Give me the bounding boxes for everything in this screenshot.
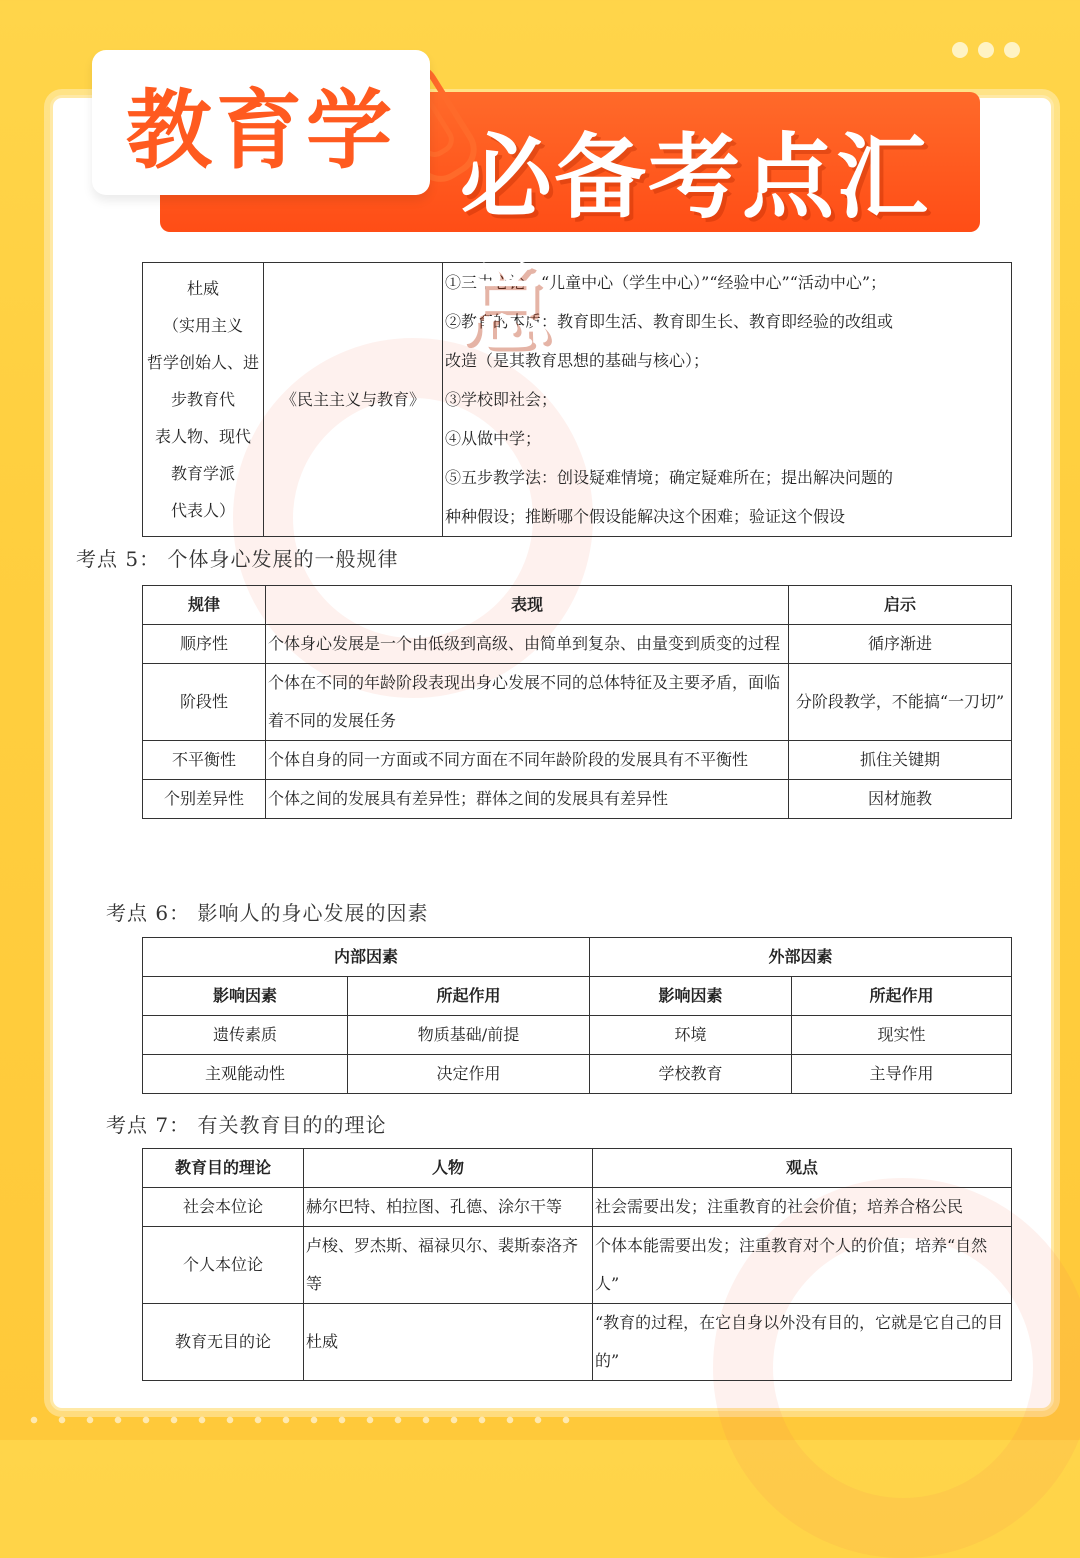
view-cell: “教育的过程，在它自身以外没有目的，它就是它自己的目的” bbox=[593, 1304, 1012, 1381]
col-header: 规律 bbox=[143, 586, 266, 625]
col-header: 启示 bbox=[789, 586, 1012, 625]
dewey-point: ⑤五步教学法：创设疑难情境；确定疑难所在；提出解决问题的 bbox=[445, 468, 894, 487]
sub-header: 影响因素 bbox=[143, 977, 348, 1016]
hint-cell: 循序渐进 bbox=[789, 625, 1012, 664]
role-cell: 现实性 bbox=[792, 1016, 1012, 1055]
factor-cell: 学校教育 bbox=[590, 1055, 792, 1094]
person-line: 步教育代 bbox=[170, 390, 235, 409]
people-cell: 赫尔巴特、柏拉图、孔德、涂尔干等 bbox=[304, 1188, 593, 1227]
table-row bbox=[143, 1055, 1012, 1094]
title-right: 必备考点汇总 bbox=[460, 124, 931, 363]
sub-header: 所起作用 bbox=[348, 977, 590, 1016]
rule-cell: 阶段性 bbox=[143, 664, 266, 741]
decorative-dots bbox=[952, 42, 1020, 58]
role-cell: 物质基础/前提 bbox=[348, 1016, 590, 1055]
desc-cell: 个体自身的同一方面或不同方面在不同年龄阶段的发展具有不平衡性 bbox=[266, 741, 789, 780]
section7-table bbox=[142, 1148, 1012, 1381]
col-header: 观点 bbox=[593, 1149, 1012, 1188]
hint-cell: 分阶段教学，不能搞“一刀切” bbox=[789, 664, 1012, 741]
table-row bbox=[143, 1227, 1012, 1304]
dewey-point: ①三中心论：“儿童中心（学生中心）”“经验中心”“活动中心”； bbox=[445, 273, 887, 292]
desc-cell: 个体身心发展是一个由低级到高级、由简单到复杂、由量变到质变的过程 bbox=[266, 625, 789, 664]
section6-table bbox=[142, 937, 1012, 1094]
section6-heading: 考点 6： 影响人的身心发展的因素 bbox=[106, 901, 429, 925]
factor-cell: 遗传素质 bbox=[143, 1016, 348, 1055]
table-row bbox=[143, 741, 1012, 780]
rule-cell: 个别差异性 bbox=[143, 780, 266, 819]
dewey-work-cell: 《民主主义与教育》 bbox=[264, 263, 443, 537]
dewey-point: ②教育的本质：教育即生活、教育即生长、教育即经验的改组或 bbox=[445, 312, 894, 331]
person-line: （实用主义 bbox=[162, 316, 243, 335]
hint-cell: 抓住关键期 bbox=[789, 741, 1012, 780]
rule-cell: 不平衡性 bbox=[143, 741, 266, 780]
col-header: 教育目的理论 bbox=[143, 1149, 304, 1188]
sub-header: 所起作用 bbox=[792, 977, 1012, 1016]
factor-cell: 主观能动性 bbox=[143, 1055, 348, 1094]
desc-cell: 个体在不同的年龄阶段表现出身心发展不同的总体特征及主要矛盾，面临着不同的发展任务 bbox=[266, 664, 789, 741]
table-row bbox=[143, 664, 1012, 741]
table-row bbox=[143, 1016, 1012, 1055]
person-line: 教育学派 bbox=[170, 464, 235, 483]
dewey-point: ③学校即社会； bbox=[445, 390, 558, 409]
decorative-dot-grid bbox=[20, 1410, 580, 1430]
people-cell: 卢梭、罗杰斯、福禄贝尔、裴斯泰洛齐等 bbox=[304, 1227, 593, 1304]
dewey-point: ④从做中学； bbox=[445, 429, 542, 448]
factor-cell: 环境 bbox=[590, 1016, 792, 1055]
role-cell: 决定作用 bbox=[348, 1055, 590, 1094]
view-cell: 个体本能需要出发；注重教育对个人的价值；培养“自然人” bbox=[593, 1227, 1012, 1304]
group-header-internal: 内部因素 bbox=[143, 938, 590, 977]
people-cell: 杜威 bbox=[304, 1304, 593, 1381]
dewey-person-cell bbox=[143, 263, 264, 537]
title-banner-white bbox=[92, 50, 430, 195]
rule-cell: 顺序性 bbox=[143, 625, 266, 664]
table-row bbox=[143, 1188, 1012, 1227]
hint-cell: 因材施教 bbox=[789, 780, 1012, 819]
theory-cell: 社会本位论 bbox=[143, 1188, 304, 1227]
title-left: 教育学 bbox=[126, 80, 396, 181]
theory-cell: 个人本位论 bbox=[143, 1227, 304, 1304]
theory-cell: 教育无目的论 bbox=[143, 1304, 304, 1381]
col-header: 人物 bbox=[304, 1149, 593, 1188]
role-cell: 主导作用 bbox=[792, 1055, 1012, 1094]
table-row bbox=[143, 1304, 1012, 1381]
dewey-point: 改造（是其教育思想的基础与核心）； bbox=[445, 351, 710, 370]
person-line: 杜威 bbox=[186, 279, 219, 298]
col-header: 表现 bbox=[266, 586, 789, 625]
view-cell: 社会需要出发；注重教育的社会价值；培养合格公民 bbox=[593, 1188, 1012, 1227]
dewey-point: 种种假设；推断哪个假设能解决这个困难；验证这个假设 bbox=[445, 507, 846, 526]
section7-heading: 考点 7： 有关教育目的的理论 bbox=[106, 1113, 387, 1137]
section5-heading: 考点 5： 个体身心发展的一般规律 bbox=[76, 547, 399, 571]
table-row bbox=[143, 780, 1012, 819]
sub-header: 影响因素 bbox=[590, 977, 792, 1016]
desc-cell: 个体之间的发展具有差异性；群体之间的发展具有差异性 bbox=[266, 780, 789, 819]
table-row bbox=[143, 625, 1012, 664]
person-line: 表人物、现代 bbox=[154, 427, 251, 446]
person-line: 代表人） bbox=[170, 501, 235, 520]
section5-table bbox=[142, 585, 1012, 819]
group-header-external: 外部因素 bbox=[590, 938, 1012, 977]
person-line: 哲学创始人、进 bbox=[146, 353, 259, 372]
